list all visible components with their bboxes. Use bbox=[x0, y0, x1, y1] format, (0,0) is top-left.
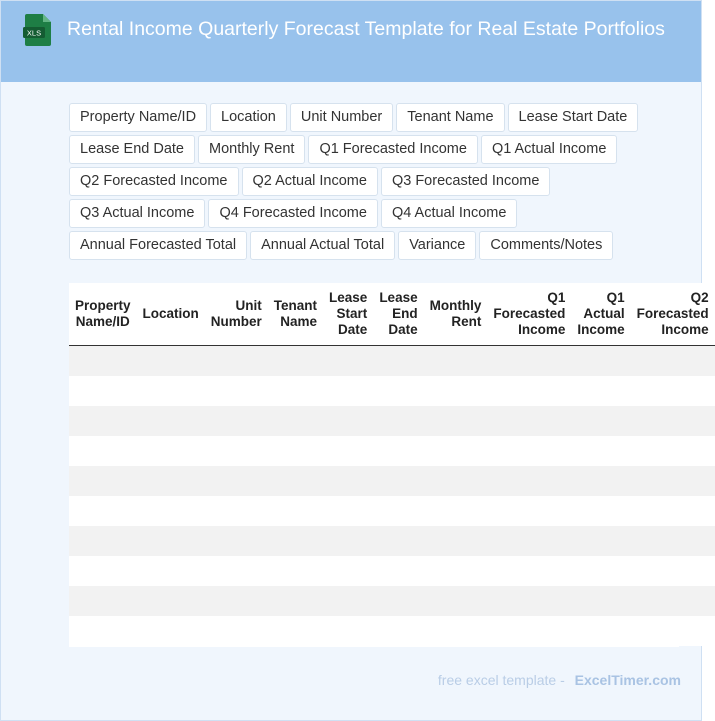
table-cell[interactable] bbox=[571, 346, 630, 377]
table-cell[interactable] bbox=[323, 346, 373, 377]
table-row bbox=[69, 406, 715, 436]
column-header: Q1 Actual Income bbox=[571, 283, 630, 346]
table-cell[interactable] bbox=[631, 466, 715, 496]
table-row bbox=[69, 526, 715, 556]
table-cell[interactable] bbox=[424, 496, 488, 526]
data-table-container bbox=[69, 283, 709, 647]
field-chip: Variance bbox=[398, 231, 476, 260]
table-cell[interactable] bbox=[205, 496, 268, 526]
table-row bbox=[69, 586, 715, 616]
table-cell[interactable] bbox=[69, 466, 137, 496]
table-row bbox=[69, 436, 715, 466]
field-chip: Q4 Forecasted Income bbox=[208, 199, 378, 228]
table-cell[interactable] bbox=[487, 526, 571, 556]
table-cell[interactable] bbox=[137, 376, 205, 406]
table-cell[interactable] bbox=[69, 436, 137, 466]
table-cell[interactable] bbox=[323, 526, 373, 556]
table-cell[interactable] bbox=[487, 496, 571, 526]
table-cell[interactable] bbox=[69, 346, 137, 377]
table-cell[interactable] bbox=[631, 556, 715, 586]
table-cell[interactable] bbox=[373, 496, 423, 526]
table-cell[interactable] bbox=[323, 616, 373, 646]
field-chip: Monthly Rent bbox=[198, 135, 305, 164]
table-cell[interactable] bbox=[268, 406, 323, 436]
table-cell[interactable] bbox=[137, 526, 205, 556]
table-cell[interactable] bbox=[424, 376, 488, 406]
table-cell[interactable] bbox=[137, 586, 205, 616]
table-cell[interactable] bbox=[631, 496, 715, 526]
table-cell[interactable] bbox=[323, 556, 373, 586]
table-cell[interactable] bbox=[205, 556, 268, 586]
table-cell[interactable] bbox=[631, 616, 715, 646]
table-cell[interactable] bbox=[373, 526, 423, 556]
table-row bbox=[69, 376, 715, 406]
field-chip: Q1 Actual Income bbox=[481, 135, 617, 164]
table-cell[interactable] bbox=[424, 346, 488, 377]
column-header: Q2 Forecasted Income bbox=[631, 283, 715, 346]
table-cell[interactable] bbox=[631, 346, 715, 377]
table-cell[interactable] bbox=[137, 346, 205, 377]
column-header: Property Name/ID bbox=[69, 283, 137, 346]
table-cell[interactable] bbox=[69, 616, 137, 646]
footer-prefix: free excel template - bbox=[437, 672, 565, 688]
table-cell[interactable] bbox=[373, 376, 423, 406]
table-cell[interactable] bbox=[268, 526, 323, 556]
table-cell[interactable] bbox=[487, 556, 571, 586]
field-chip: Q3 Forecasted Income bbox=[381, 167, 551, 196]
field-chip: Q3 Actual Income bbox=[69, 199, 205, 228]
table-cell[interactable] bbox=[205, 436, 268, 466]
table-cell[interactable] bbox=[205, 466, 268, 496]
table-cell[interactable] bbox=[424, 586, 488, 616]
table-cell[interactable] bbox=[571, 526, 630, 556]
table-cell[interactable] bbox=[323, 406, 373, 436]
table-cell[interactable] bbox=[631, 526, 715, 556]
field-chip: Location bbox=[210, 103, 287, 132]
table-cell[interactable] bbox=[268, 466, 323, 496]
column-header: Tenant Name bbox=[268, 283, 323, 346]
table-cell[interactable] bbox=[631, 436, 715, 466]
header-banner bbox=[1, 1, 701, 82]
footer-brand-link[interactable]: ExcelTimer.com bbox=[574, 672, 681, 688]
table-row bbox=[69, 556, 715, 586]
table-cell[interactable] bbox=[69, 496, 137, 526]
field-chip: Lease Start Date bbox=[508, 103, 639, 132]
table-cell[interactable] bbox=[373, 586, 423, 616]
table-cell[interactable] bbox=[137, 436, 205, 466]
table-cell[interactable] bbox=[571, 466, 630, 496]
table-cell[interactable] bbox=[268, 496, 323, 526]
table-cell[interactable] bbox=[424, 436, 488, 466]
table-cell[interactable] bbox=[571, 436, 630, 466]
table-cell[interactable] bbox=[205, 586, 268, 616]
table-cell[interactable] bbox=[137, 616, 205, 646]
table-cell[interactable] bbox=[571, 496, 630, 526]
table-cell[interactable] bbox=[571, 616, 630, 646]
field-chip: Annual Actual Total bbox=[250, 231, 395, 260]
table-cell[interactable] bbox=[424, 526, 488, 556]
table-cell[interactable] bbox=[205, 526, 268, 556]
table-cell[interactable] bbox=[268, 376, 323, 406]
table-cell[interactable] bbox=[571, 586, 630, 616]
field-chip: Q2 Forecasted Income bbox=[69, 167, 239, 196]
table-cell[interactable] bbox=[571, 376, 630, 406]
table-cell[interactable] bbox=[373, 346, 423, 377]
column-header: Unit Number bbox=[205, 283, 268, 346]
table-row bbox=[69, 496, 715, 526]
xls-icon-label: XLS bbox=[26, 28, 42, 38]
column-header: Monthly Rent bbox=[424, 283, 488, 346]
table-cell[interactable] bbox=[487, 466, 571, 496]
table-cell[interactable] bbox=[424, 406, 488, 436]
table-cell[interactable] bbox=[323, 466, 373, 496]
field-list bbox=[69, 103, 669, 260]
field-chip: Property Name/ID bbox=[69, 103, 207, 132]
table-row bbox=[69, 466, 715, 496]
column-header: Location bbox=[137, 283, 205, 346]
column-header: Lease Start Date bbox=[323, 283, 373, 346]
field-chip: Unit Number bbox=[290, 103, 393, 132]
table-cell[interactable] bbox=[373, 556, 423, 586]
table-cell[interactable] bbox=[268, 556, 323, 586]
table-header-row bbox=[69, 283, 715, 346]
table-cell[interactable] bbox=[487, 436, 571, 466]
table-cell[interactable] bbox=[323, 496, 373, 526]
field-chip: Q4 Actual Income bbox=[381, 199, 517, 228]
table-cell[interactable] bbox=[69, 556, 137, 586]
column-header: Lease End Date bbox=[373, 283, 423, 346]
table-cell[interactable] bbox=[268, 586, 323, 616]
table-cell[interactable] bbox=[424, 556, 488, 586]
table-cell[interactable] bbox=[323, 376, 373, 406]
table-cell[interactable] bbox=[69, 586, 137, 616]
table-cell[interactable] bbox=[373, 406, 423, 436]
table-cell[interactable] bbox=[205, 616, 268, 646]
table-cell[interactable] bbox=[631, 376, 715, 406]
table-cell[interactable] bbox=[487, 616, 571, 646]
field-chip: Comments/Notes bbox=[479, 231, 613, 260]
data-table bbox=[69, 283, 715, 646]
table-cell[interactable] bbox=[373, 616, 423, 646]
field-chip: Q2 Actual Income bbox=[242, 167, 378, 196]
field-chip: Annual Forecasted Total bbox=[69, 231, 247, 260]
table-cell[interactable] bbox=[571, 406, 630, 436]
table-cell[interactable] bbox=[487, 346, 571, 377]
table-cell[interactable] bbox=[137, 406, 205, 436]
table-cell[interactable] bbox=[268, 436, 323, 466]
field-chip: Q1 Forecasted Income bbox=[308, 135, 478, 164]
table-cell[interactable] bbox=[487, 376, 571, 406]
column-header: Q1 Forecasted Income bbox=[487, 283, 571, 346]
table-row bbox=[69, 616, 715, 646]
table-cell[interactable] bbox=[323, 436, 373, 466]
table-cell[interactable] bbox=[424, 466, 488, 496]
page-title: Rental Income Quarterly Forecast Template for Real Estate Portfolios bbox=[67, 18, 665, 40]
table-cell[interactable] bbox=[373, 436, 423, 466]
table-cell[interactable] bbox=[69, 406, 137, 436]
table-cell[interactable] bbox=[137, 496, 205, 526]
table-cell[interactable] bbox=[205, 346, 268, 377]
table-cell[interactable] bbox=[631, 586, 715, 616]
table-cell[interactable] bbox=[69, 526, 137, 556]
table-cell[interactable] bbox=[205, 406, 268, 436]
table-cell[interactable] bbox=[137, 466, 205, 496]
field-chip: Tenant Name bbox=[396, 103, 504, 132]
table-cell[interactable] bbox=[631, 406, 715, 436]
table-cell[interactable] bbox=[424, 616, 488, 646]
table-cell[interactable] bbox=[323, 586, 373, 616]
table-cell[interactable] bbox=[268, 616, 323, 646]
table-cell[interactable] bbox=[69, 376, 137, 406]
footer-credit bbox=[438, 672, 681, 688]
table-cell[interactable] bbox=[487, 586, 571, 616]
table-cell[interactable] bbox=[487, 406, 571, 436]
field-chip: Lease End Date bbox=[69, 135, 195, 164]
table-row bbox=[69, 346, 715, 377]
table-cell[interactable] bbox=[137, 556, 205, 586]
table-cell[interactable] bbox=[373, 466, 423, 496]
table-cell[interactable] bbox=[571, 556, 630, 586]
table-cell[interactable] bbox=[205, 376, 268, 406]
table-cell[interactable] bbox=[268, 346, 323, 377]
